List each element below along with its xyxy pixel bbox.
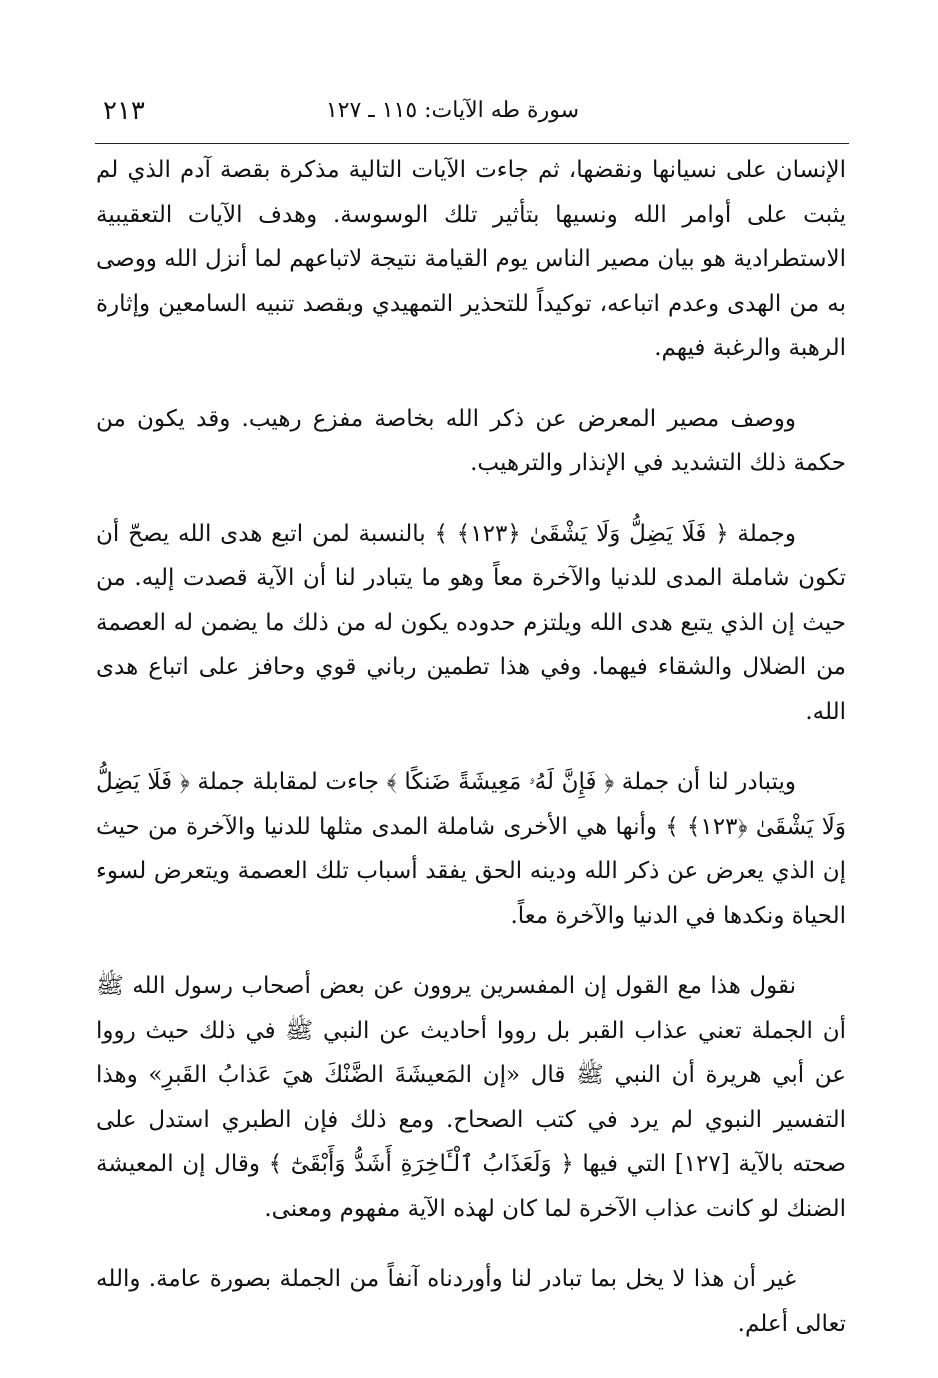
paragraph-5: نقول هذا مع القول إن المفسرين يروون عن بعض أصحاب رسول الله ﷺ أن الجملة تعني عذاب القبر بل رووا أحاديث عن النبي ﷺ في ذلك حيث رووا عن أبي هريرة أن النبي ﷺ قال «إن المَعيشَةَ الضَّنْكَ هيَ عَذابُ القَبرِ» وهذا التفسير النبوي لم يرد في كتب الصحاح. ومع ذلك فإن الطبري استدل على صحته بالآية [١٢٧] التي فيها ﴿ وَلَعَذَابُ ٱلْـَٔاخِرَةِ أَشَدُّ وَأَبْقَىٰٓ ﴾ وقال إن المعيشة الضنك لو كانت عذاب الآخرة لما كان لهذه الآية مفهوم ومعنى. [96, 973, 846, 1222]
paragraph-6: غير أن هذا لا يخل بما تبادر لنا وأوردناه آنفاً من الجملة بصورة عامة. والله تعالى أعلم. [96, 1266, 846, 1337]
header-rule [95, 143, 849, 144]
paragraph-2: ووصف مصير المعرض عن ذكر الله بخاصة مفزع رهيب. وقد يكون من حكمة ذلك التشديد في الإنذار والترهيب. [96, 405, 846, 476]
paragraph-3: وجملة ﴿ فَلَا يَضِلُّ وَلَا يَشْقَىٰ ﴿١٢٣﴾ ﴾ بالنسبة لمن اتبع هدى الله يصحّ أن تكون شاملة المدى للدنيا والآخرة معاً وهو ما يتبادر لنا أن الآية قصدت إليه. من حيث إن الذي يتبع هدى الله ويلتزم حدوده يكون له من ذلك ما يضمن له العصمة من الضلال والشقاء فيهما. وفي هذا تطمين رباني قوي وحافز على اتباع هدى الله. [96, 520, 846, 725]
paragraph-1: الإنسان على نسيانها ونقضها، ثم جاءت الآيات التالية مذكرة بقصة آدم الذي لم يثبت على أوامر الله ونسيها بتأثير تلك الوسوسة. وهدف الآيات التعقيبية الاستطرادية هو بيان مصير الناس يوم القيامة نتيجة لاتباعهم لما أنزل الله ووصى به من الهدى وعدم اتباعه، توكيداً للتحذير التمهيدي وبقصد تنبيه السامعين وإثارة الرهبة والرغبة فيهم. [96, 157, 846, 361]
body-text [96, 148, 846, 1372]
page-header [95, 90, 847, 140]
page-number: ٢١٣ [103, 96, 145, 126]
running-title: سورة طه الآيات: ١١٥ ـ ١٢٧ [325, 98, 579, 123]
paragraph-4: ويتبادر لنا أن جملة ﴿ فَإِنَّ لَهُۥ مَعِيشَةً ضَنكًا ﴾ جاءت لمقابلة جملة ﴿ فَلَا يَضِلُّ وَلَا يَشْقَىٰ ﴿١٢٣﴾ ﴾ وأنها هي الأخرى شاملة المدى مثلها للدنيا والآخرة من حيث إن الذي يعرض عن ذكر الله ودينه الحق يفقد أسباب تلك العصمة ويتعرض لسوء الحياة ونكدها في الدنيا والآخرة معاً. [96, 769, 846, 929]
